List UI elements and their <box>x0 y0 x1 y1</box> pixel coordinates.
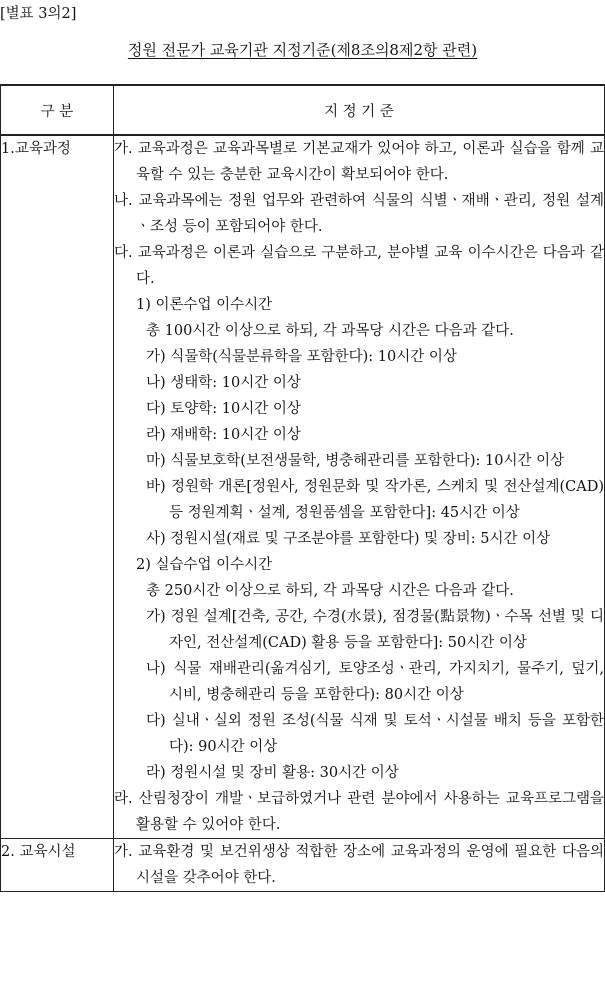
table-row-education-facility <box>1 839 605 892</box>
list-subheading: 1) 이론수업 이수시간 <box>136 297 273 313</box>
row-criteria <box>114 839 605 892</box>
list-item: 가. 교육환경 및 보건위생상 적합한 장소에 교육과정의 운영에 필요한 다음의 시설을 갖추어야 한다. <box>114 844 604 886</box>
list-item: 사) 정원시설(재료 및 구조분야를 포함한다) 및 장비: 5시간 이상 <box>146 531 551 547</box>
list-item: 다) 실내ㆍ실외 정원 조성(식물 식재 및 토석ㆍ시설물 배치 등을 포함한다): 90시간 이상 <box>146 713 604 755</box>
list-note: 총 250시간 이상으로 하되, 각 과목당 시간은 다음과 같다. <box>146 583 514 599</box>
header-category: 구 분 <box>1 85 114 135</box>
list-item: 라. 산림청장이 개발ㆍ보급하였거나 관련 분야에서 사용하는 교육프로그램을 활용할 수 있어야 한다. <box>114 791 604 833</box>
row-category: 2. 교육시설 <box>1 839 114 892</box>
title-text: 정원 전문가 교육기관 지정기준 <box>127 41 331 59</box>
header-criteria: 지 정 기 준 <box>114 85 605 135</box>
criteria-table <box>0 84 605 892</box>
title-reference: (제8조의8제2항 관련) <box>330 41 478 59</box>
row-criteria <box>114 135 605 839</box>
list-note: 총 100시간 이상으로 하되, 각 과목당 시간은 다음과 같다. <box>146 323 514 339</box>
table-row-education-course <box>1 135 605 839</box>
list-item: 마) 식물보호학(보전생물학, 병충해관리를 포함한다): 10시간 이상 <box>146 453 565 469</box>
list-item: 가. 교육과정은 교육과목별로 기본교재가 있어야 하고, 이론과 실습을 함께 교육할 수 있는 충분한 교육시간이 확보되어야 한다. <box>114 141 604 183</box>
list-item: 다) 토양학: 10시간 이상 <box>146 401 301 417</box>
page-title <box>0 39 605 60</box>
list-item: 가) 식물학(식물분류학을 포함한다): 10시간 이상 <box>146 349 457 365</box>
list-item: 나) 식물 재배관리(옮겨심기, 토양조성ㆍ관리, 가지치기, 물주기, 덮기, 시비, 병충해관리 등을 포함한다): 80시간 이상 <box>146 661 604 703</box>
row-category: 1.교육과정 <box>1 135 114 839</box>
list-item: 가) 정원 설계[건축, 공간, 수경(水景), 점경물(點景物)ㆍ수목 선별 및 디자인, 전산설계(CAD) 활용 등을 포함한다]: 50시간 이상 <box>146 609 604 651</box>
table-header-row <box>1 85 605 135</box>
annex-label: [별표 3의2] <box>0 6 77 22</box>
list-item: 라) 재배학: 10시간 이상 <box>146 427 301 443</box>
list-item: 라) 정원시설 및 장비 활용: 30시간 이상 <box>146 765 399 781</box>
list-item: 나. 교육과목에는 정원 업무와 관련하여 식물의 식별ㆍ재배ㆍ관리, 정원 설계ㆍ조성 등이 포함되어야 한다. <box>114 193 604 235</box>
list-item: 나) 생태학: 10시간 이상 <box>146 375 301 391</box>
list-item: 다. 교육과정은 이론과 실습으로 구분하고, 분야별 교육 이수시간은 다음과 같다. <box>114 245 604 287</box>
list-subheading: 2) 실습수업 이수시간 <box>136 557 273 573</box>
list-item: 바) 정원학 개론[정원사, 정원문화 및 작가론, 스케치 및 전산설계(CAD) 등 정원계획ㆍ설계, 정원품셈을 포함한다]: 45시간 이상 <box>146 479 604 521</box>
